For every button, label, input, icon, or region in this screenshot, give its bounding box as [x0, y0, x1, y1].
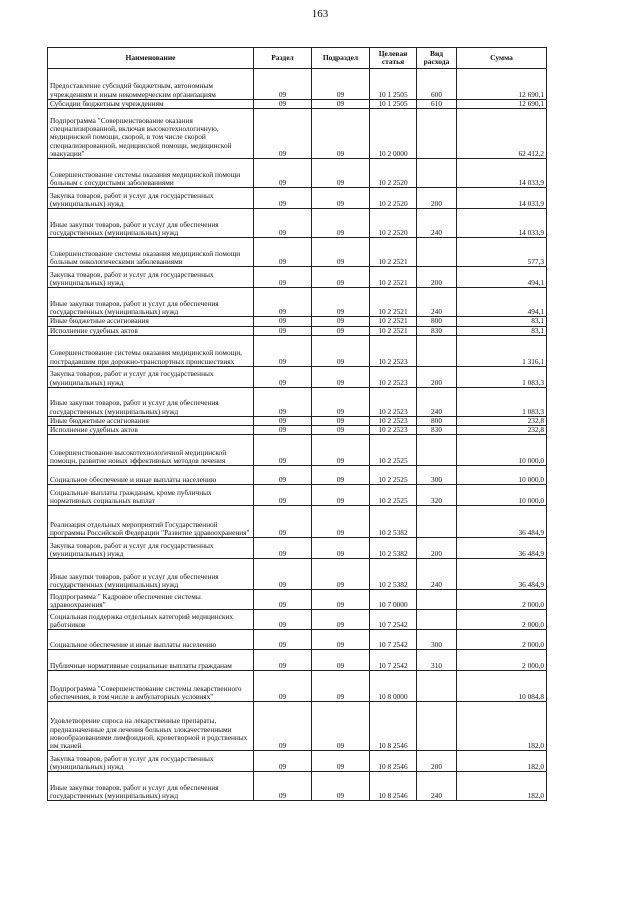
- cell-subsection: 09: [312, 326, 370, 335]
- table-row: [48, 366, 547, 387]
- cell-subsection: 09: [312, 671, 370, 702]
- table-row: [48, 671, 547, 702]
- cell-section: 09: [254, 267, 312, 288]
- cell-section: 09: [254, 650, 312, 671]
- column-header-name: Наименование: [48, 48, 254, 69]
- table-row: [48, 387, 547, 416]
- cell-target-article: 10 7 0000: [370, 590, 417, 610]
- cell-name: Иные закупки товаров, работ и услуг для обеспечения государственных (муниципальных) нужд: [48, 288, 254, 317]
- cell-subsection: 09: [312, 288, 370, 317]
- cell-expense-type: 320: [417, 485, 457, 506]
- cell-subsection: 09: [312, 538, 370, 559]
- cell-amount: 10 084,8: [457, 671, 547, 702]
- cell-target-article: 10 2 2525: [370, 485, 417, 506]
- table-row: [48, 559, 547, 590]
- cell-amount: 2 000,0: [457, 650, 547, 671]
- cell-target-article: 10 2 2520: [370, 209, 417, 238]
- table-row: [48, 317, 547, 326]
- cell-expense-type: [417, 671, 457, 702]
- cell-target-article: 10 2 5382: [370, 506, 417, 538]
- cell-name: Закупка товаров, работ и услуг для государственных (муниципальных) нужд: [48, 188, 254, 209]
- cell-name: Совершенствование системы оказания медицинской помощи, пострадавшим при дорожно-транспортных происшествиях: [48, 335, 254, 366]
- cell-target-article: 10 8 0000: [370, 671, 417, 702]
- budget-table: [47, 47, 547, 801]
- cell-subsection: 09: [312, 416, 370, 425]
- cell-expense-type: 300: [417, 466, 457, 485]
- cell-subsection: 09: [312, 109, 370, 159]
- table-row: [48, 650, 547, 671]
- cell-name: Закупка товаров, работ и услуг для государственных (муниципальных) нужд: [48, 751, 254, 772]
- cell-target-article: 10 2 2523: [370, 416, 417, 425]
- cell-section: 09: [254, 538, 312, 559]
- cell-amount: 10 000,0: [457, 466, 547, 485]
- cell-expense-type: 200: [417, 538, 457, 559]
- cell-target-article: 10 2 0000: [370, 109, 417, 159]
- cell-amount: 14 033,9: [457, 209, 547, 238]
- cell-expense-type: 830: [417, 426, 457, 435]
- cell-name: Социальное обеспечение и иные выплаты населению: [48, 466, 254, 485]
- cell-expense-type: 240: [417, 559, 457, 590]
- cell-name: Иные закупки товаров, работ и услуг для обеспечения государственных (муниципальных) нужд: [48, 387, 254, 416]
- cell-amount: 10 000,0: [457, 435, 547, 466]
- cell-section: 09: [254, 671, 312, 702]
- cell-amount: 83,1: [457, 317, 547, 326]
- table-row: [48, 435, 547, 466]
- cell-subsection: 09: [312, 506, 370, 538]
- cell-amount: 2 000,0: [457, 630, 547, 650]
- cell-name: Совершенствование системы оказания медицинской помощи больным онкологическими заболеваниями: [48, 238, 254, 267]
- cell-section: 09: [254, 209, 312, 238]
- column-header-expense-type: Вид расхода: [417, 48, 457, 69]
- cell-name: Публичные нормативные социальные выплаты гражданам: [48, 650, 254, 671]
- cell-target-article: 10 2 2520: [370, 188, 417, 209]
- cell-expense-type: [417, 159, 457, 188]
- cell-expense-type: 300: [417, 630, 457, 650]
- cell-target-article: 10 7 2542: [370, 630, 417, 650]
- table-body: [48, 69, 547, 801]
- cell-section: 09: [254, 610, 312, 630]
- table-row: [48, 238, 547, 267]
- cell-name: Исполнение судебных актов: [48, 426, 254, 435]
- cell-section: 09: [254, 100, 312, 109]
- table-row: [48, 485, 547, 506]
- cell-target-article: 10 2 2521: [370, 288, 417, 317]
- cell-section: 09: [254, 109, 312, 159]
- cell-amount: 232,8: [457, 416, 547, 425]
- cell-amount: 12 690,1: [457, 69, 547, 100]
- cell-target-article: 10 1 2505: [370, 100, 417, 109]
- cell-subsection: 09: [312, 387, 370, 416]
- cell-expense-type: 200: [417, 267, 457, 288]
- cell-target-article: 10 8 2546: [370, 751, 417, 772]
- cell-target-article: 10 2 5382: [370, 559, 417, 590]
- cell-expense-type: [417, 610, 457, 630]
- cell-subsection: 09: [312, 267, 370, 288]
- cell-subsection: 09: [312, 751, 370, 772]
- column-header-amount: Сумма: [457, 48, 547, 69]
- cell-expense-type: 240: [417, 288, 457, 317]
- table-row: [48, 416, 547, 425]
- cell-section: 09: [254, 506, 312, 538]
- cell-amount: 1 083,3: [457, 366, 547, 387]
- cell-section: 09: [254, 466, 312, 485]
- cell-amount: 83,1: [457, 326, 547, 335]
- cell-section: 09: [254, 751, 312, 772]
- table-row: [48, 772, 547, 801]
- cell-amount: 2 000,0: [457, 590, 547, 610]
- cell-section: 09: [254, 590, 312, 610]
- cell-section: 09: [254, 702, 312, 751]
- cell-target-article: 10 7 2542: [370, 650, 417, 671]
- cell-amount: 577,3: [457, 238, 547, 267]
- cell-section: 09: [254, 288, 312, 317]
- cell-subsection: 09: [312, 630, 370, 650]
- cell-expense-type: 200: [417, 188, 457, 209]
- cell-amount: 12 690,1: [457, 100, 547, 109]
- cell-target-article: 10 7 2542: [370, 610, 417, 630]
- cell-target-article: 10 2 2523: [370, 335, 417, 366]
- cell-name: Иные закупки товаров, работ и услуг для обеспечения государственных (муниципальных) нужд: [48, 209, 254, 238]
- cell-amount: 36 484,9: [457, 506, 547, 538]
- cell-amount: 1 083,3: [457, 387, 547, 416]
- cell-name: Социальные выплаты гражданам, кроме публичных нормативных социальных выплат: [48, 485, 254, 506]
- cell-target-article: 10 2 2521: [370, 317, 417, 326]
- cell-subsection: 09: [312, 466, 370, 485]
- cell-amount: 182,0: [457, 702, 547, 751]
- cell-expense-type: 200: [417, 751, 457, 772]
- cell-target-article: 10 8 2546: [370, 702, 417, 751]
- table-row: [48, 702, 547, 751]
- table-row: [48, 610, 547, 630]
- cell-expense-type: 600: [417, 69, 457, 100]
- cell-name: Закупка товаров, работ и услуг для государственных (муниципальных) нужд: [48, 267, 254, 288]
- cell-section: 09: [254, 416, 312, 425]
- table-row: [48, 630, 547, 650]
- cell-subsection: 09: [312, 590, 370, 610]
- cell-section: 09: [254, 69, 312, 100]
- cell-amount: 36 484,9: [457, 559, 547, 590]
- cell-amount: 494,1: [457, 288, 547, 317]
- cell-amount: 14 033,9: [457, 159, 547, 188]
- cell-subsection: 09: [312, 610, 370, 630]
- cell-amount: 14 033,9: [457, 188, 547, 209]
- cell-expense-type: [417, 506, 457, 538]
- cell-subsection: 09: [312, 317, 370, 326]
- cell-subsection: 09: [312, 100, 370, 109]
- cell-subsection: 09: [312, 485, 370, 506]
- cell-subsection: 09: [312, 426, 370, 435]
- cell-subsection: 09: [312, 209, 370, 238]
- column-header-section: Раздел: [254, 48, 312, 69]
- table-row: [48, 288, 547, 317]
- cell-section: 09: [254, 188, 312, 209]
- cell-subsection: 09: [312, 188, 370, 209]
- column-header-subsection: Подраздел: [312, 48, 370, 69]
- table-row: [48, 209, 547, 238]
- cell-section: 09: [254, 238, 312, 267]
- table-row: [48, 69, 547, 100]
- cell-subsection: 09: [312, 702, 370, 751]
- cell-section: 09: [254, 426, 312, 435]
- cell-target-article: 10 8 2546: [370, 772, 417, 801]
- cell-name: Исполнение судебных актов: [48, 326, 254, 335]
- cell-section: 09: [254, 559, 312, 590]
- table-row: [48, 326, 547, 335]
- cell-name: Иные закупки товаров, работ и услуг для обеспечения государственных (муниципальных) нужд: [48, 772, 254, 801]
- table-row: [48, 751, 547, 772]
- cell-amount: 182,0: [457, 772, 547, 801]
- table-row: [48, 506, 547, 538]
- cell-section: 09: [254, 159, 312, 188]
- table-row: [48, 188, 547, 209]
- cell-expense-type: 800: [417, 317, 457, 326]
- cell-expense-type: [417, 335, 457, 366]
- cell-name: Субсидии бюджетным учреждениям: [48, 100, 254, 109]
- cell-amount: 10 000,0: [457, 485, 547, 506]
- cell-expense-type: 240: [417, 209, 457, 238]
- cell-target-article: 10 2 2523: [370, 426, 417, 435]
- cell-subsection: 09: [312, 650, 370, 671]
- cell-name: Совершенствование системы оказания медицинской помощи больным с сосудистыми заболеваниями: [48, 159, 254, 188]
- page-number: 163: [311, 8, 329, 20]
- cell-expense-type: 240: [417, 387, 457, 416]
- cell-subsection: 09: [312, 69, 370, 100]
- cell-name: Предоставление субсидий бюджетным, автономным учреждениям и иным некоммерческим организациям: [48, 69, 254, 100]
- column-header-target-article: Целевая статья: [370, 48, 417, 69]
- cell-subsection: 09: [312, 435, 370, 466]
- cell-name: Реализация отдельных мероприятий Государственной программы Российской Федерации "Развитие здравоохранения": [48, 506, 254, 538]
- cell-target-article: 10 2 2521: [370, 267, 417, 288]
- cell-target-article: 10 2 5382: [370, 538, 417, 559]
- cell-name: Социальное обеспечение и иные выплаты населению: [48, 630, 254, 650]
- table-row: [48, 335, 547, 366]
- cell-expense-type: 200: [417, 366, 457, 387]
- cell-name: Закупка товаров, работ и услуг для государственных (муниципальных) нужд: [48, 538, 254, 559]
- cell-section: 09: [254, 630, 312, 650]
- cell-target-article: 10 2 2525: [370, 466, 417, 485]
- cell-expense-type: 610: [417, 100, 457, 109]
- cell-section: 09: [254, 317, 312, 326]
- cell-target-article: 10 2 2520: [370, 159, 417, 188]
- cell-section: 09: [254, 772, 312, 801]
- cell-expense-type: 310: [417, 650, 457, 671]
- cell-target-article: 10 2 2525: [370, 435, 417, 466]
- cell-subsection: 09: [312, 335, 370, 366]
- cell-section: 09: [254, 335, 312, 366]
- cell-subsection: 09: [312, 559, 370, 590]
- cell-name: Подпрограмма "Совершенствование оказания специализированной, включая высокотехнологичную, медицинской помощи, скорой, в том числе скорой специализированной, медицинской помощи, медицинской эвакуации": [48, 109, 254, 159]
- cell-expense-type: [417, 238, 457, 267]
- cell-name: Совершенствование высокотехнологичной медицинской помощи, развитие новых эффективных методов лечения: [48, 435, 254, 466]
- cell-amount: 182,0: [457, 751, 547, 772]
- cell-target-article: 10 2 2523: [370, 387, 417, 416]
- cell-subsection: 09: [312, 159, 370, 188]
- table-row: [48, 109, 547, 159]
- cell-name: Подпрограмма "Совершенствование системы лекарственного обеспечения, в том числе в амбулаторных условиях": [48, 671, 254, 702]
- cell-section: 09: [254, 366, 312, 387]
- cell-target-article: 10 1 2505: [370, 69, 417, 100]
- cell-section: 09: [254, 485, 312, 506]
- table-header-row: [48, 48, 547, 69]
- cell-name: Удовлетворение спроса на лекарственные препараты, предназначенные для лечения больных злокачественными новообразованиями лимфоидной, кроветворной и родственных им тканей: [48, 702, 254, 751]
- cell-subsection: 09: [312, 772, 370, 801]
- table-row: [48, 426, 547, 435]
- table-row: [48, 538, 547, 559]
- cell-expense-type: 800: [417, 416, 457, 425]
- cell-name: Иные закупки товаров, работ и услуг для обеспечения государственных (муниципальных) нужд: [48, 559, 254, 590]
- cell-expense-type: [417, 590, 457, 610]
- cell-amount: 62 412,2: [457, 109, 547, 159]
- table-row: [48, 590, 547, 610]
- cell-subsection: 09: [312, 238, 370, 267]
- cell-amount: 232,8: [457, 426, 547, 435]
- cell-amount: 1 316,1: [457, 335, 547, 366]
- table-row: [48, 100, 547, 109]
- cell-name: Социальная поддержка отдельных категорий медицинских работников: [48, 610, 254, 630]
- table-row: [48, 267, 547, 288]
- cell-name: Закупка товаров, работ и услуг для государственных (муниципальных) нужд: [48, 366, 254, 387]
- cell-section: 09: [254, 326, 312, 335]
- cell-expense-type: 240: [417, 772, 457, 801]
- cell-section: 09: [254, 435, 312, 466]
- cell-amount: 36 484,9: [457, 538, 547, 559]
- cell-target-article: 10 2 2521: [370, 326, 417, 335]
- table-row: [48, 159, 547, 188]
- cell-amount: 2 000,0: [457, 610, 547, 630]
- cell-expense-type: 830: [417, 326, 457, 335]
- cell-expense-type: [417, 702, 457, 751]
- cell-amount: 494,1: [457, 267, 547, 288]
- cell-section: 09: [254, 387, 312, 416]
- cell-target-article: 10 2 2523: [370, 366, 417, 387]
- table-row: [48, 466, 547, 485]
- cell-expense-type: [417, 435, 457, 466]
- cell-expense-type: [417, 109, 457, 159]
- cell-target-article: 10 2 2521: [370, 238, 417, 267]
- cell-name: Иные бюджетные ассигнования: [48, 317, 254, 326]
- cell-name: Подпрограмма " Кадровое обеспечение системы здравоохранения": [48, 590, 254, 610]
- cell-name: Иные бюджетные ассигнования: [48, 416, 254, 425]
- cell-subsection: 09: [312, 366, 370, 387]
